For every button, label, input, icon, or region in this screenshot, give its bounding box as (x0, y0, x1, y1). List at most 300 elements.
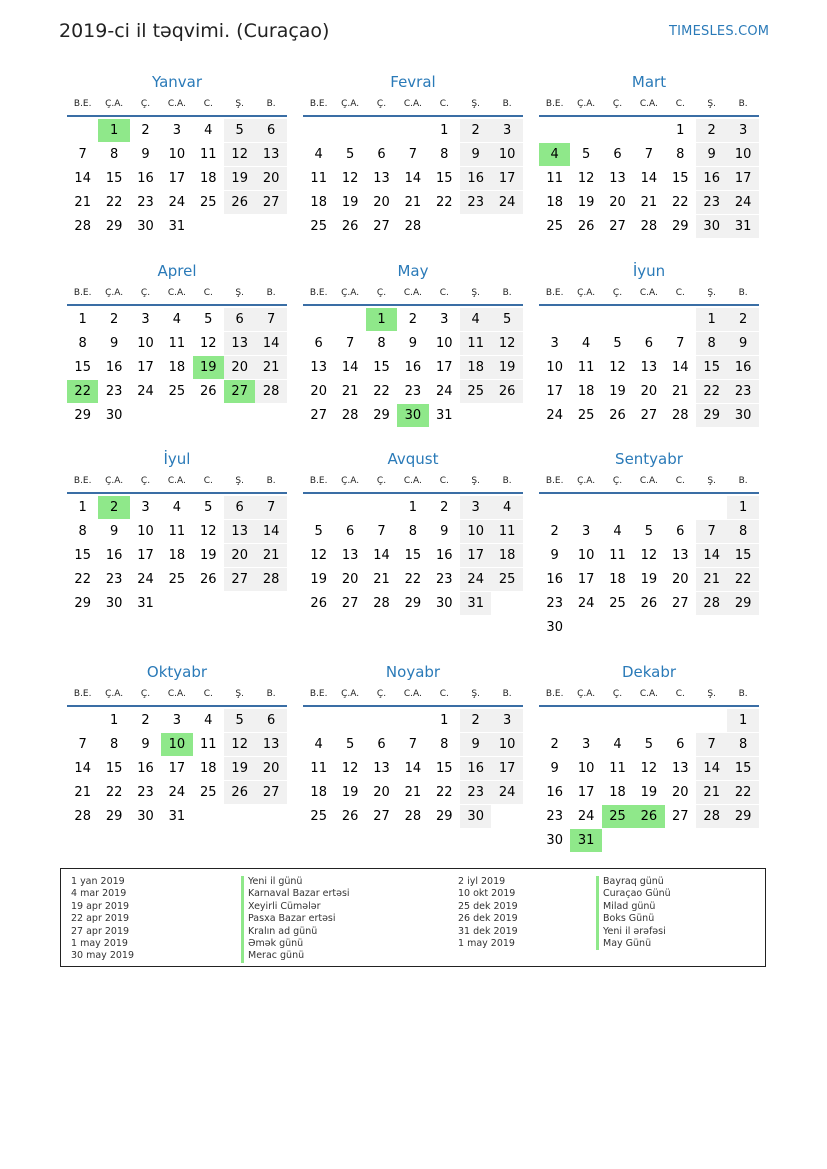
day-cell: 1 (727, 709, 758, 732)
weekday-label: Ç.A. (577, 476, 596, 486)
day-cell: 28 (255, 380, 286, 403)
day-cell: 23 (727, 380, 758, 403)
day-cell: 8 (377, 336, 386, 351)
day-cell: 7 (78, 147, 87, 162)
day-cell: 6 (644, 336, 654, 351)
day-cell: 12 (640, 761, 658, 776)
day-cell: 8 (727, 520, 758, 543)
day-cell: 20 (373, 785, 390, 800)
day-cell: 16 (105, 360, 123, 375)
day-cell: 30 (105, 408, 123, 423)
weekday-label: Ç.A. (341, 288, 360, 298)
day-cell: 2 (550, 524, 559, 539)
day-cell: 8 (109, 737, 119, 752)
month-divider (67, 115, 287, 117)
day-cell: 26 (640, 596, 658, 611)
day-cell: 27 (255, 781, 286, 804)
legend-holiday-name: Bayraq günü (596, 876, 671, 888)
month-divider (303, 304, 523, 306)
day-cell: 1 (676, 123, 685, 138)
day-cell: 28 (341, 408, 359, 423)
day-cell: 17 (137, 360, 154, 375)
day-cell: 3 (491, 709, 522, 732)
day-cell: 23 (105, 572, 123, 587)
weekday-label: Ç. (376, 689, 387, 699)
holiday-legend (60, 868, 766, 967)
legend-right-dates (458, 876, 518, 950)
day-cell: 23 (546, 596, 563, 611)
day-cell: 30 (727, 404, 758, 427)
day-cell: 24 (491, 191, 522, 214)
weekday-label: Ş. (707, 99, 716, 109)
day-cell: 26 (310, 596, 327, 611)
day-cell: 16 (546, 572, 563, 587)
day-cell: 23 (105, 384, 123, 399)
day-cell: 16 (696, 167, 727, 190)
day-cell: 13 (373, 171, 390, 186)
day-cell: 30 (546, 833, 563, 848)
day-cell: 24 (137, 384, 154, 399)
day-cell: 2 (460, 119, 491, 142)
legend-left-dates (71, 876, 134, 963)
weekday-label: B. (502, 689, 512, 699)
day-cell: 14 (404, 761, 422, 776)
weekday-label: C. (439, 99, 449, 109)
day-cell: 21 (404, 785, 422, 800)
weekday-label: Ş. (235, 99, 244, 109)
weekday-label: Ç. (612, 288, 623, 298)
day-cell: 8 (109, 147, 119, 162)
day-cell: 7 (78, 737, 87, 752)
weekday-label: Ç.A. (341, 689, 360, 699)
day-cell: 17 (137, 548, 154, 563)
day-cell: 18 (310, 195, 327, 210)
day-cell: 17 (491, 167, 522, 190)
brand-link[interactable]: TIMESLES.COM (669, 24, 770, 39)
weekday-label: Ç. (612, 689, 623, 699)
legend-holiday-date: 2 iyl 2019 (458, 876, 506, 887)
weekday-label: Ş. (471, 99, 480, 109)
day-cell: 28 (373, 596, 390, 611)
weekday-label: C.A. (403, 288, 422, 298)
day-cell: 8 (727, 733, 758, 756)
weekday-label: Ç.A. (105, 288, 124, 298)
day-cell: 5 (613, 336, 622, 351)
weekday-label: Ç. (140, 99, 151, 109)
weekday-label: B.E. (545, 288, 564, 298)
day-cell: 4 (204, 713, 213, 728)
day-cell: 5 (224, 709, 255, 732)
day-cell: 14 (672, 360, 689, 375)
day-cell: 9 (727, 332, 758, 355)
day-cell: 30 (137, 809, 154, 824)
weekday-label: B. (738, 288, 748, 298)
holiday-day-cell: 19 (193, 356, 224, 379)
weekday-label: Ç.A. (577, 689, 596, 699)
weekday-label: C. (439, 476, 449, 486)
day-cell: 26 (200, 384, 217, 399)
weekday-label: B.E. (545, 476, 564, 486)
day-cell: 5 (491, 308, 522, 331)
day-cell: 26 (577, 219, 595, 234)
day-cell: 19 (224, 167, 255, 190)
day-cell: 18 (310, 785, 327, 800)
day-cell: 21 (404, 195, 422, 210)
day-cell: 16 (727, 356, 758, 379)
day-cell: 4 (314, 737, 323, 752)
day-cell: 25 (460, 380, 491, 403)
day-cell: 3 (581, 524, 591, 539)
day-cell: 29 (404, 596, 422, 611)
weekday-label: C. (675, 288, 685, 298)
day-cell: 7 (676, 336, 685, 351)
weekday-label: B.E. (545, 689, 564, 699)
day-cell: 8 (78, 336, 87, 351)
day-cell: 9 (550, 761, 559, 776)
day-cell: 7 (255, 496, 286, 519)
day-cell: 25 (491, 568, 522, 591)
holiday-day-cell: 1 (366, 308, 397, 331)
day-cell: 18 (609, 785, 626, 800)
day-cell: 7 (377, 524, 386, 539)
weekday-label: Ş. (707, 476, 716, 486)
day-cell: 30 (546, 620, 563, 635)
day-cell: 21 (696, 568, 727, 591)
day-cell: 18 (609, 572, 626, 587)
month-name: Dekabr (621, 663, 677, 681)
day-cell: 16 (137, 761, 154, 776)
day-cell: 18 (577, 384, 595, 399)
weekday-label: Ç.A. (341, 99, 360, 109)
weekday-label: Ş. (707, 288, 716, 298)
weekday-label: C.A. (403, 689, 422, 699)
day-cell: 16 (436, 548, 453, 563)
day-cell: 20 (341, 572, 359, 587)
holiday-day-cell: 26 (633, 805, 664, 828)
day-cell: 7 (696, 733, 727, 756)
day-cell: 22 (727, 781, 758, 804)
day-cell: 15 (105, 761, 123, 776)
day-cell: 8 (696, 332, 727, 355)
day-cell: 8 (440, 147, 449, 162)
weekday-label: C.A. (639, 689, 658, 699)
month-name: Sentyabr (615, 450, 683, 468)
day-cell: 18 (200, 171, 217, 186)
day-cell: 28 (696, 592, 727, 615)
day-cell: 2 (141, 123, 150, 138)
day-cell: 13 (672, 548, 689, 563)
day-cell: 15 (74, 548, 91, 563)
day-cell: 5 (204, 312, 213, 327)
day-cell: 27 (224, 568, 255, 591)
day-cell: 14 (696, 757, 727, 780)
day-cell: 5 (224, 119, 255, 142)
day-cell: 31 (168, 219, 186, 234)
day-cell: 4 (613, 737, 622, 752)
day-cell: 29 (105, 219, 123, 234)
day-cell: 14 (74, 171, 91, 186)
day-cell: 31 (168, 809, 186, 824)
weekday-label: Ş. (471, 476, 480, 486)
day-cell: 27 (310, 408, 327, 423)
day-cell: 13 (224, 332, 255, 355)
day-cell: 21 (74, 785, 91, 800)
day-cell: 1 (109, 713, 119, 728)
day-cell: 8 (78, 524, 87, 539)
day-cell: 4 (491, 496, 522, 519)
day-cell: 9 (141, 147, 150, 162)
day-cell: 14 (373, 548, 390, 563)
day-cell: 10 (491, 143, 522, 166)
legend-holiday-name: May Günü (596, 938, 671, 950)
day-cell: 19 (200, 548, 217, 563)
day-cell: 1 (78, 500, 87, 515)
day-cell: 17 (460, 544, 491, 567)
holiday-day-cell: 10 (161, 733, 192, 756)
day-cell: 25 (310, 219, 327, 234)
day-cell: 27 (672, 596, 689, 611)
day-cell: 24 (727, 191, 758, 214)
day-cell: 18 (460, 356, 491, 379)
holiday-day-cell: 31 (570, 829, 601, 852)
day-cell: 3 (172, 123, 182, 138)
day-cell: 20 (609, 195, 626, 210)
day-cell: 27 (373, 809, 390, 824)
day-cell: 25 (609, 596, 626, 611)
weekday-label: C. (203, 288, 213, 298)
weekday-label: Ş. (471, 288, 480, 298)
day-cell: 28 (404, 809, 422, 824)
month-divider (303, 115, 523, 117)
legend-holiday-date: 31 dek 2019 (458, 925, 518, 937)
weekday-label: C.A. (167, 288, 186, 298)
day-cell: 7 (345, 336, 355, 351)
day-cell: 20 (373, 195, 390, 210)
day-cell: 20 (255, 167, 286, 190)
day-cell: 21 (255, 356, 286, 379)
day-cell: 12 (310, 548, 327, 563)
day-cell: 5 (581, 147, 591, 162)
day-cell: 4 (172, 500, 182, 515)
day-cell: 1 (696, 308, 727, 331)
day-cell: 15 (727, 544, 758, 567)
day-cell: 16 (404, 360, 422, 375)
day-cell: 23 (137, 195, 154, 210)
weekday-label: C. (439, 689, 449, 699)
holiday-day-cell: 1 (98, 119, 129, 142)
day-cell: 24 (168, 195, 186, 210)
day-cell: 24 (137, 572, 154, 587)
day-cell: 1 (440, 713, 449, 728)
day-cell: 11 (310, 761, 327, 776)
day-cell: 12 (341, 761, 359, 776)
day-cell: 30 (105, 596, 123, 611)
day-cell: 1 (408, 500, 418, 515)
weekday-label: C.A. (403, 99, 422, 109)
day-cell: 14 (341, 360, 359, 375)
day-cell: 11 (577, 360, 595, 375)
day-cell: 2 (696, 119, 727, 142)
day-cell: 25 (200, 785, 217, 800)
day-cell: 19 (640, 785, 658, 800)
day-cell: 13 (341, 548, 359, 563)
day-cell: 22 (436, 785, 453, 800)
weekday-label: C.A. (639, 99, 658, 109)
day-cell: 3 (460, 496, 491, 519)
day-cell: 13 (609, 171, 626, 186)
day-cell: 17 (727, 167, 758, 190)
day-cell: 10 (546, 360, 563, 375)
day-cell: 9 (109, 336, 119, 351)
day-cell: 15 (727, 757, 758, 780)
day-cell: 22 (74, 572, 91, 587)
weekday-label: B. (502, 99, 512, 109)
day-cell: 25 (168, 384, 186, 399)
legend-holiday-date: 26 dek 2019 (458, 913, 518, 925)
day-cell: 23 (404, 384, 422, 399)
legend-left-names (241, 876, 350, 963)
legend-holiday-name: Merac günü (241, 950, 350, 962)
legend-holiday-name: Yeni il ərəfəsi (596, 926, 671, 938)
holiday-day-cell: 22 (67, 380, 98, 403)
day-cell: 22 (105, 785, 123, 800)
day-cell: 9 (550, 548, 559, 563)
legend-holiday-date: 1 yan 2019 (71, 876, 125, 887)
day-cell: 9 (408, 336, 418, 351)
day-cell: 3 (440, 312, 449, 327)
legend-holiday-name: Kralın ad günü (241, 926, 350, 938)
weekday-label: Ç. (140, 288, 151, 298)
month-divider (67, 492, 287, 494)
month-name: May (397, 262, 429, 280)
day-cell: 7 (408, 737, 418, 752)
day-cell: 16 (460, 757, 491, 780)
day-cell: 3 (491, 119, 522, 142)
weekday-label: C.A. (167, 689, 186, 699)
month-divider (539, 115, 759, 117)
month-divider (67, 304, 287, 306)
weekday-label: B.E. (309, 99, 328, 109)
day-cell: 2 (408, 312, 418, 327)
day-cell: 27 (672, 809, 689, 824)
day-cell: 17 (436, 360, 453, 375)
day-cell: 23 (696, 191, 727, 214)
day-cell: 31 (727, 215, 758, 238)
day-cell: 20 (672, 572, 689, 587)
day-cell: 29 (696, 404, 727, 427)
month-divider (539, 492, 759, 494)
weekday-label: Ç. (612, 99, 623, 109)
day-cell: 15 (436, 761, 453, 776)
day-cell: 21 (696, 781, 727, 804)
day-cell: 19 (491, 356, 522, 379)
day-cell: 19 (310, 572, 327, 587)
day-cell: 11 (609, 548, 626, 563)
month-name: İyul (163, 450, 191, 468)
day-cell: 3 (172, 713, 182, 728)
day-cell: 27 (640, 408, 658, 423)
legend-holiday-date: 4 mar 2019 (71, 888, 127, 900)
day-cell: 12 (640, 548, 658, 563)
legend-holiday-date: 19 apr 2019 (71, 900, 130, 912)
day-cell: 5 (345, 737, 355, 752)
holiday-day-cell: 2 (98, 496, 129, 519)
day-cell: 2 (460, 709, 491, 732)
day-cell: 29 (105, 809, 123, 824)
day-cell: 13 (255, 143, 286, 166)
day-cell: 10 (137, 524, 154, 539)
day-cell: 19 (577, 195, 595, 210)
day-cell: 5 (644, 524, 654, 539)
day-cell: 29 (727, 592, 758, 615)
month-name: Mart (631, 73, 667, 91)
day-cell: 23 (460, 191, 491, 214)
day-cell: 13 (310, 360, 327, 375)
day-cell: 11 (491, 520, 522, 543)
day-cell: 16 (105, 548, 123, 563)
day-cell: 29 (436, 809, 453, 824)
day-cell: 20 (224, 544, 255, 567)
day-cell: 14 (255, 520, 286, 543)
day-cell: 2 (550, 737, 559, 752)
day-cell: 13 (373, 761, 390, 776)
legend-holiday-name: Karnaval Bazar ertəsi (241, 888, 350, 900)
day-cell: 5 (314, 524, 323, 539)
day-cell: 11 (609, 761, 626, 776)
day-cell: 7 (644, 147, 654, 162)
day-cell: 6 (255, 119, 286, 142)
day-cell: 14 (696, 544, 727, 567)
day-cell: 24 (460, 568, 491, 591)
day-cell: 18 (200, 761, 217, 776)
day-cell: 18 (168, 360, 186, 375)
day-cell: 11 (168, 336, 186, 351)
day-cell: 8 (676, 147, 685, 162)
legend-holiday-date: 1 may 2019 (71, 937, 128, 949)
day-cell: 13 (672, 761, 689, 776)
day-cell: 23 (460, 781, 491, 804)
weekday-label: B.E. (309, 689, 328, 699)
day-cell: 24 (491, 781, 522, 804)
day-cell: 29 (672, 219, 689, 234)
legend-holiday-date: 10 okt 2019 (458, 888, 516, 900)
day-cell: 4 (204, 123, 213, 138)
day-cell: 7 (696, 520, 727, 543)
day-cell: 5 (204, 500, 213, 515)
holiday-day-cell: 27 (224, 380, 255, 403)
weekday-label: B.E. (73, 689, 92, 699)
weekday-label: B.E. (309, 476, 328, 486)
day-cell: 26 (491, 380, 522, 403)
legend-holiday-name: Boks Günü (596, 913, 671, 925)
legend-holiday-name: Xeyirli Cümələr (241, 901, 350, 913)
day-cell: 21 (640, 195, 658, 210)
day-cell: 31 (137, 596, 154, 611)
day-cell: 17 (546, 384, 563, 399)
day-cell: 22 (105, 195, 123, 210)
day-cell: 20 (224, 356, 255, 379)
day-cell: 23 (436, 572, 453, 587)
day-cell: 15 (696, 356, 727, 379)
day-cell: 25 (310, 809, 327, 824)
weekday-label: B. (266, 476, 276, 486)
day-cell: 26 (341, 219, 359, 234)
weekday-label: Ş. (235, 288, 244, 298)
weekday-label: C.A. (639, 288, 658, 298)
day-cell: 4 (460, 308, 491, 331)
holiday-day-cell: 4 (539, 143, 570, 166)
weekday-label: B. (502, 476, 512, 486)
